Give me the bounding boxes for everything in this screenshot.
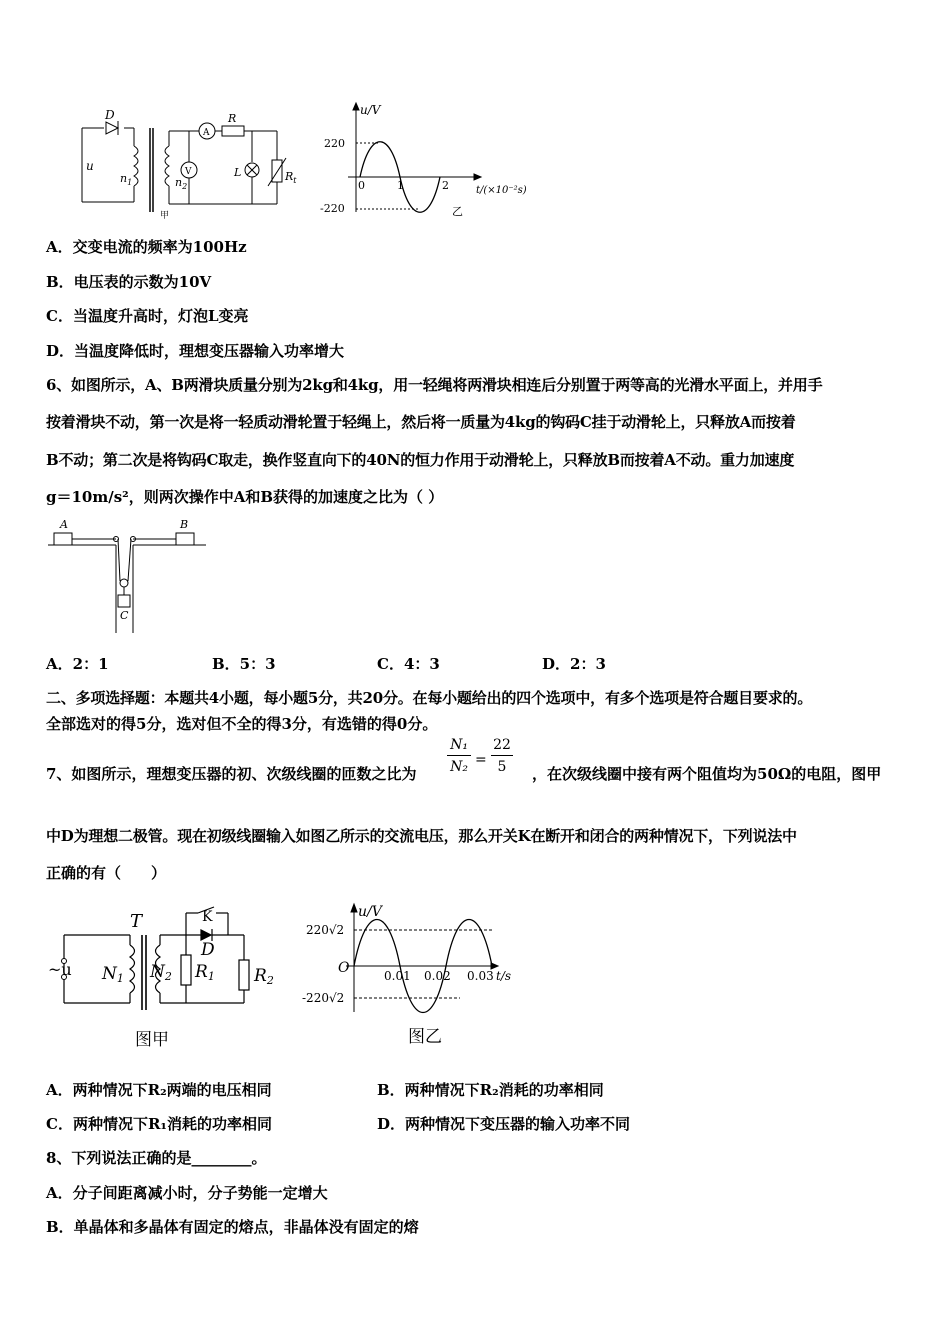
q7-voltage-graph bbox=[300, 900, 525, 1050]
q6-option-b[interactable]: B．5：3 bbox=[212, 655, 276, 673]
graph-ymax: 220√2 bbox=[306, 923, 345, 937]
fraction-numerator: N₁ bbox=[447, 737, 471, 756]
block-a-label: A bbox=[60, 518, 68, 531]
graph-t1: 1 bbox=[397, 179, 404, 192]
q6-stem-line-1: 6、如图所示，A、B两滑块质量分别为2kg和4kg，用一轻绳将两滑块相连后分别置于两等高的光滑水平面上，并用手 bbox=[46, 376, 823, 394]
q7-turns-ratio-fraction bbox=[447, 737, 471, 775]
graph-caption-yi: 乙 bbox=[452, 205, 463, 218]
q6-option-a[interactable]: A．2：1 bbox=[46, 655, 109, 673]
graph-t3: 0.03 bbox=[467, 969, 494, 983]
ratio-numerator: 22 bbox=[491, 737, 513, 756]
n1-label: N1 bbox=[102, 964, 124, 985]
graph-xlabel: t/(×10⁻²s) bbox=[476, 185, 527, 196]
q7-ratio-value bbox=[491, 737, 513, 775]
q7-option-b[interactable]: B．两种情况下R₂消耗的功率相同 bbox=[377, 1081, 604, 1099]
equals-sign: = bbox=[475, 752, 487, 768]
transformer-t-label: T bbox=[130, 911, 143, 932]
q5-voltage-graph bbox=[318, 100, 538, 225]
q5-option-a[interactable]: A．交变电流的频率为100Hz bbox=[46, 238, 247, 256]
figure-caption-jia: 甲 bbox=[160, 211, 170, 221]
q5-option-c[interactable]: C．当温度升高时，灯泡L变亮 bbox=[46, 307, 249, 325]
weight-c-label: C bbox=[120, 609, 129, 622]
q7-stem-post: ，在次级线圈中接有两个阻值均为50Ω的电阻，图甲 bbox=[532, 765, 882, 783]
graph-t2: 2 bbox=[442, 179, 449, 192]
q8-option-b[interactable]: B．单晶体和多晶体有固定的熔点，非晶体没有固定的熔 bbox=[46, 1218, 419, 1236]
n2-label: $n_2$ bbox=[175, 176, 188, 191]
diode-label: D bbox=[105, 108, 115, 122]
section-2-instructions-line-1: 二、多项选择题：本题共4小题，每小题5分，共20分。在每小题给出的四个选项中，有多个选项是符合题目要求的。 bbox=[46, 689, 813, 707]
q7-stem-line-2: 中D为理想二极管。现在初级线圈输入如图乙所示的交流电压，那么开关K在断开和闭合的两种情况下，下列说法中 bbox=[46, 827, 797, 845]
ratio-denominator: 5 bbox=[497, 759, 507, 775]
q7-stem-line-3: 正确的有（ ） bbox=[46, 864, 167, 882]
lamp-label: L bbox=[234, 166, 242, 179]
voltmeter-label: V bbox=[185, 167, 192, 177]
thermistor-label: $R_t$ bbox=[285, 170, 297, 185]
graph-xlabel: t/s bbox=[496, 969, 512, 983]
r2-label: R2 bbox=[254, 966, 274, 987]
graph-t2: 0.02 bbox=[424, 969, 451, 983]
q7-option-d[interactable]: D．两种情况下变压器的输入功率不同 bbox=[377, 1115, 631, 1133]
ammeter-label: A bbox=[203, 128, 210, 138]
resistor-label: R bbox=[228, 112, 237, 125]
q5-option-d[interactable]: D．当温度降低时，理想变压器输入功率增大 bbox=[46, 342, 345, 360]
q7-stem-pre: 7、如图所示，理想变压器的初、次级线圈的匝数之比为 bbox=[46, 765, 417, 783]
n2-label: N2 bbox=[150, 962, 172, 983]
q6-stem-line-4: g＝10m/s²，则两次操作中A和B获得的加速度之比为（ ） bbox=[46, 488, 444, 506]
q8-stem: 8、下列说法正确的是________。 bbox=[46, 1149, 267, 1167]
source-label: u bbox=[86, 159, 94, 173]
q7-option-a[interactable]: A．两种情况下R₂两端的电压相同 bbox=[46, 1081, 272, 1099]
q7-option-c[interactable]: C．两种情况下R₁消耗的功率相同 bbox=[46, 1115, 272, 1133]
q6-option-c[interactable]: C．4：3 bbox=[377, 655, 440, 673]
q7-circuit-figure bbox=[48, 905, 283, 1053]
q6-option-d[interactable]: D．2：3 bbox=[542, 655, 606, 673]
block-b-label: B bbox=[180, 518, 189, 531]
switch-k-label: K bbox=[202, 909, 213, 925]
graph-ymin: -220√2 bbox=[302, 991, 345, 1005]
q6-pulley-figure bbox=[46, 515, 211, 635]
q5-circuit-figure bbox=[72, 106, 312, 221]
graph-ymax: 220 bbox=[324, 137, 345, 150]
figure-caption-tu-yi: 图乙 bbox=[408, 1027, 442, 1047]
fraction-denominator: N₂ bbox=[450, 759, 468, 775]
n1-label: $n_1$ bbox=[120, 172, 133, 187]
q6-stem-line-3: B不动；第二次是将钩码C取走，换作竖直向下的40N的恒力作用于动滑轮上，只释放B而按着A不动。重力加速度 bbox=[46, 451, 795, 469]
graph-ylabel: u/V bbox=[358, 904, 382, 920]
graph-ymin: -220 bbox=[320, 202, 345, 215]
q6-stem-line-2: 按着滑块不动，第一次是将一轻质动滑轮置于轻绳上，然后将一质量为4kg的钩码C挂于动滑轮上，只释放A而按着 bbox=[46, 413, 796, 431]
graph-origin: O bbox=[338, 960, 350, 976]
source-u-label: ~u bbox=[48, 960, 72, 979]
graph-ylabel: u/V bbox=[360, 103, 381, 117]
graph-t1: 0.01 bbox=[384, 969, 411, 983]
graph-t0: 0 bbox=[358, 179, 365, 192]
r1-label: R1 bbox=[195, 962, 215, 983]
figure-caption-tu-jia: 图甲 bbox=[135, 1030, 169, 1050]
q8-option-a[interactable]: A．分子间距离减小时，分子势能一定增大 bbox=[46, 1184, 328, 1202]
q5-option-b[interactable]: B．电压表的示数为10V bbox=[46, 273, 212, 291]
section-2-instructions-line-2: 全部选对的得5分，选对但不全的得3分，有选错的得0分。 bbox=[46, 715, 438, 733]
diode-d-label: D bbox=[201, 940, 215, 960]
